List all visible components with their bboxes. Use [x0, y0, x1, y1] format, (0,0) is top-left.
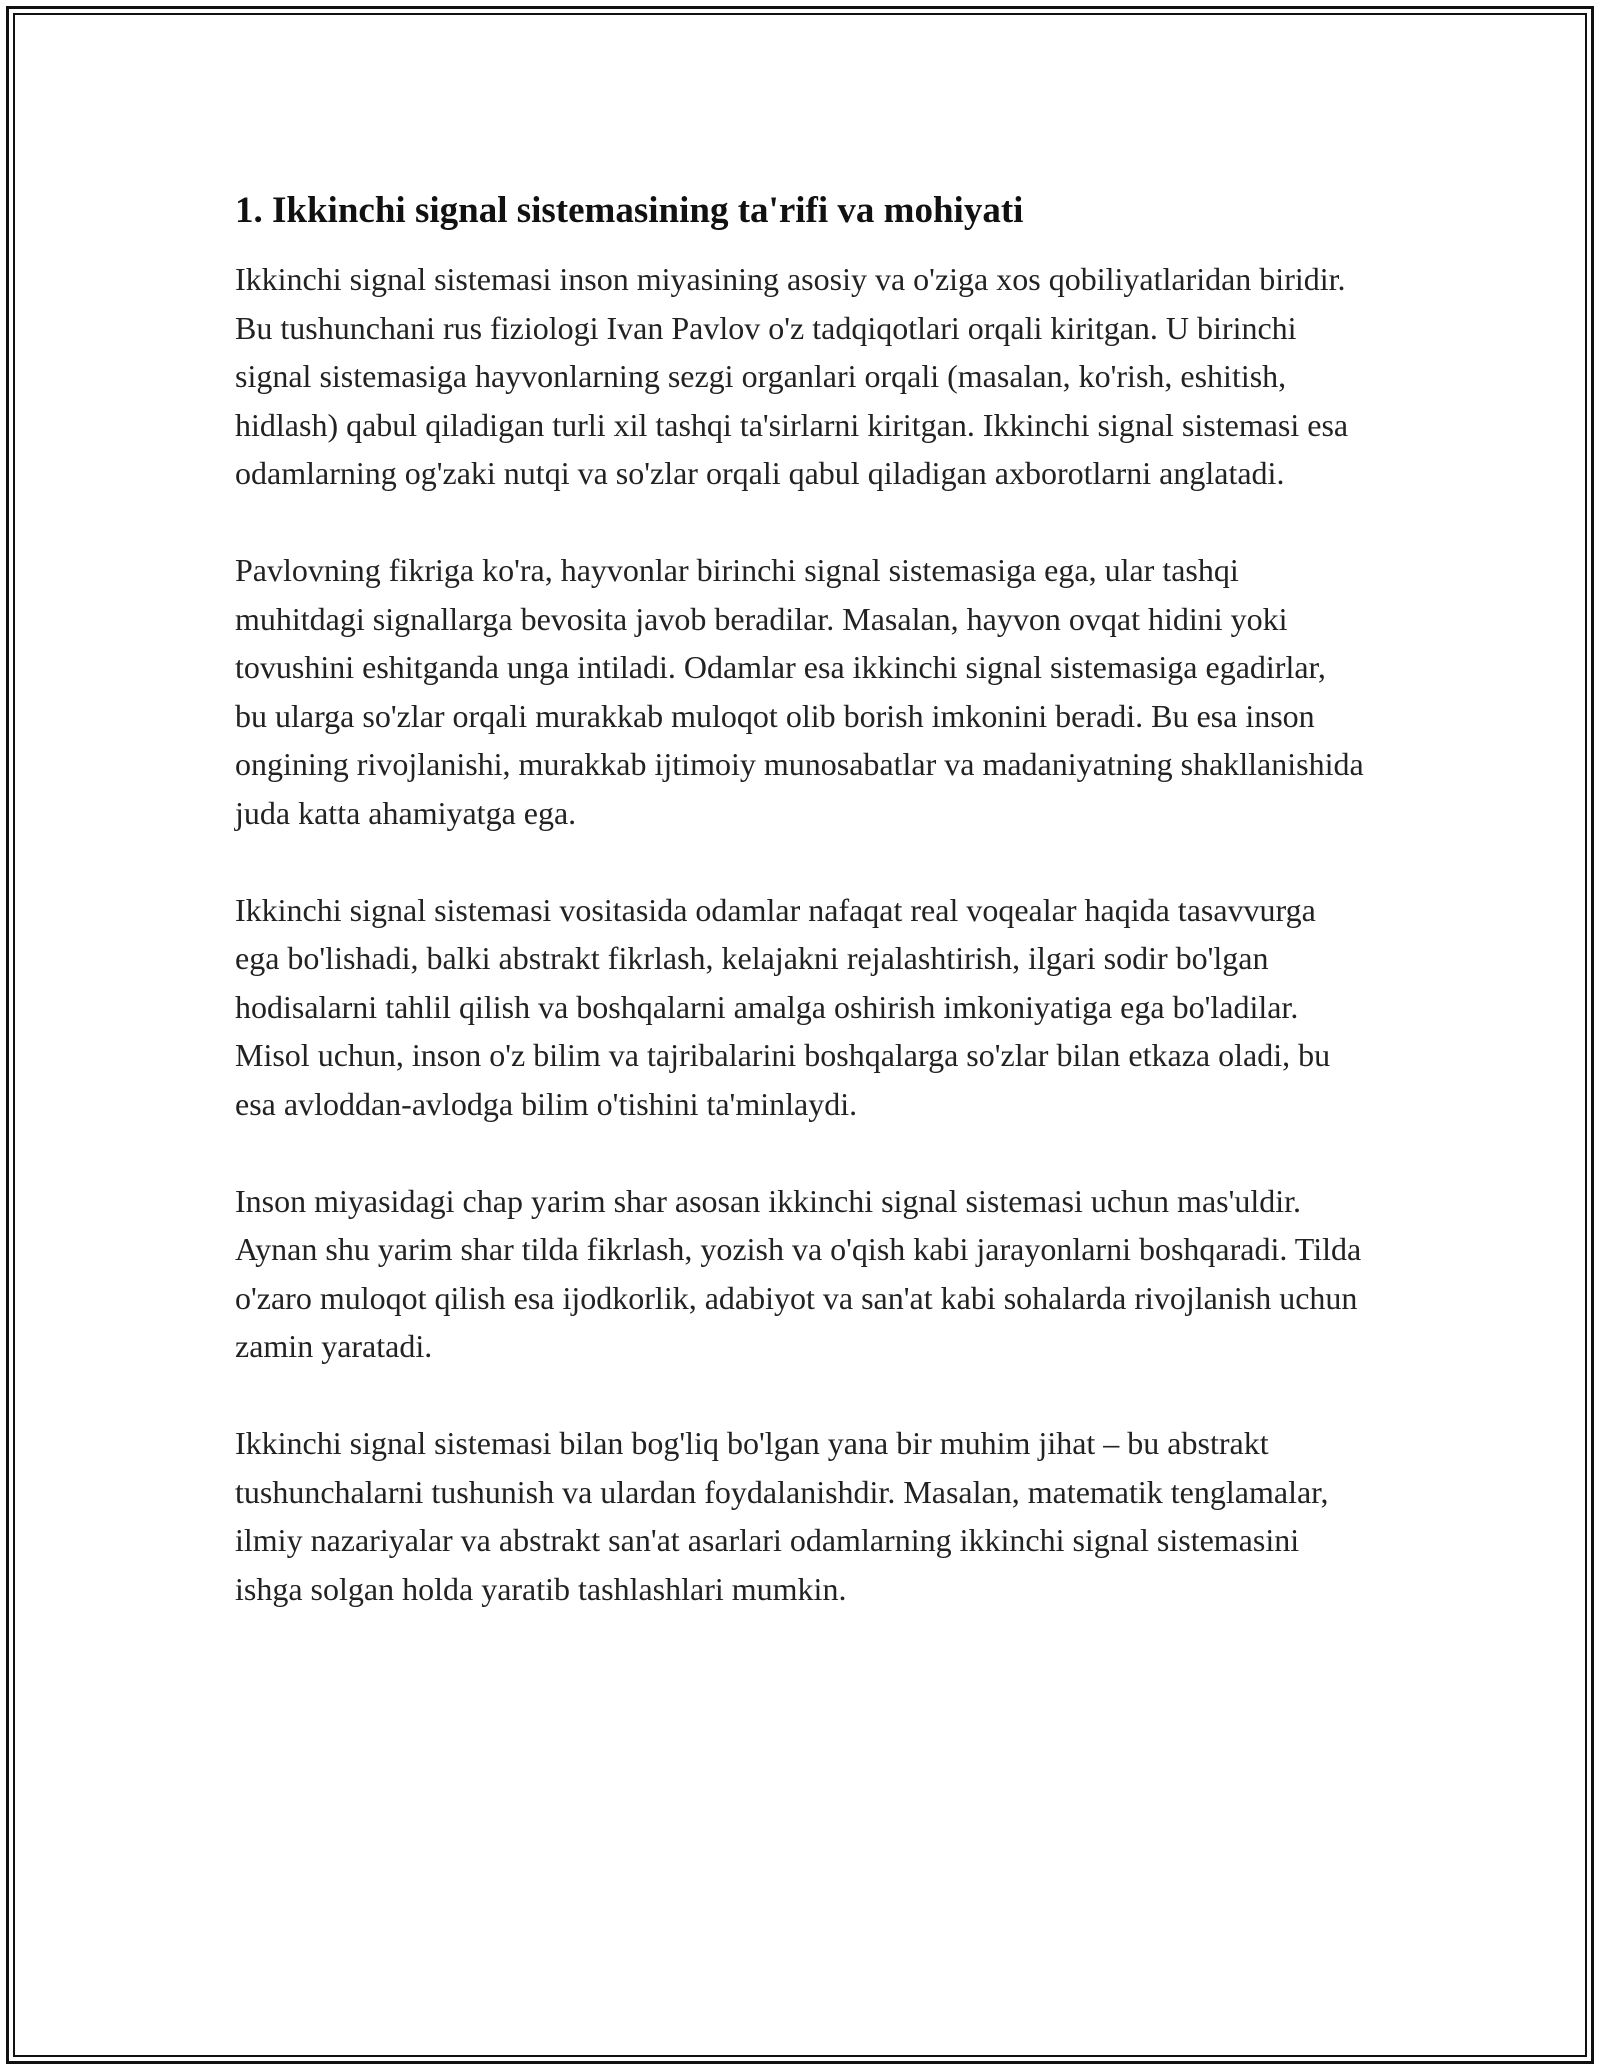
paragraph-4: Inson miyasidagi chap yarim shar asosan ikkinchi signal sistemasi uchun mas'uldir. Aynan shu yarim shar tilda fikrlash, yozish va o'qish kabi jarayonlarni boshqaradi. Tilda o'zaro muloqot qilish esa ijodkorlik, adabiyot va san'at kabi sohalarda rivojlanish uchun zamin yaratadi. [235, 1182, 1362, 1364]
paragraph-2: Pavlovning fikriga ko'ra, hayvonlar birinchi signal sistemasiga ega, ular tashqi muhitdagi signallarga bevosita javob beradilar. Masalan, hayvon ovqat hidini yoki tovushini eshitganda unga intiladi. Odamlar esa ikkinchi signal sistemasiga egadirlar, bu ularga so'zlar orqali murakkab muloqot olib borish imkonini beradi. Bu esa inson ongining rivojlanishi, murakkab ijtimoiy munosabatlar va madaniyatning shakllanishida juda katta ahamiyatga ega. [235, 552, 1364, 831]
paragraph-3: Ikkinchi signal sistemasi vositasida odamlar nafaqat real voqealar haqida tasavvurga ega bo'lishadi, balki abstrakt fikrlash, kelajakni rejalashtirish, ilgari sodir bo'lgan hodisalarni tahlil qilish va boshqalarni amalga oshirish imkoniyatiga ega bo'ladilar. Misol uchun, inson o'z bilim va tajribalarini boshqalarga so'zlar bilan etkaza oladi, bu esa avloddan-avlodga bilim o'tishini ta'minlaydi. [235, 891, 1331, 1122]
paragraph-1: Ikkinchi signal sistemasi inson miyasining asosiy va o'ziga xos qobiliyatlaridan biridir. Bu tushunchani rus fiziologi Ivan Pavlov o'z tadqiqotlari orqali kiritgan. U birinchi signal sistemasiga hayvonlarning sezgi organlari orqali (masalan, ko'rish, eshitish, hidlash) qabul qiladigan turli xil tashqi ta'sirlarni kiritgan. Ikkinchi signal sistemasi esa odamlarning og'zaki nutqi va so'zlar orqali qabul qiladigan axborotlarni anglatadi. [235, 261, 1349, 491]
document-body [235, 185, 1365, 1613]
paragraph-5: Ikkinchi signal sistemasi bilan bog'liq bo'lgan yana bir muhim jihat – bu abstrakt tushunchalarni tushunish va ulardan foydalanishdir. Masalan, matematik tenglamalar, ilmiy nazariyalar va abstrakt san'at asarlari odamlarning ikkinchi signal sistemasini ishga solgan holda yaratib tashlashlari mumkin. [235, 1425, 1329, 1607]
section-heading: 1. Ikkinchi signal sistemasining ta'rifi va mohiyati [235, 190, 1024, 231]
